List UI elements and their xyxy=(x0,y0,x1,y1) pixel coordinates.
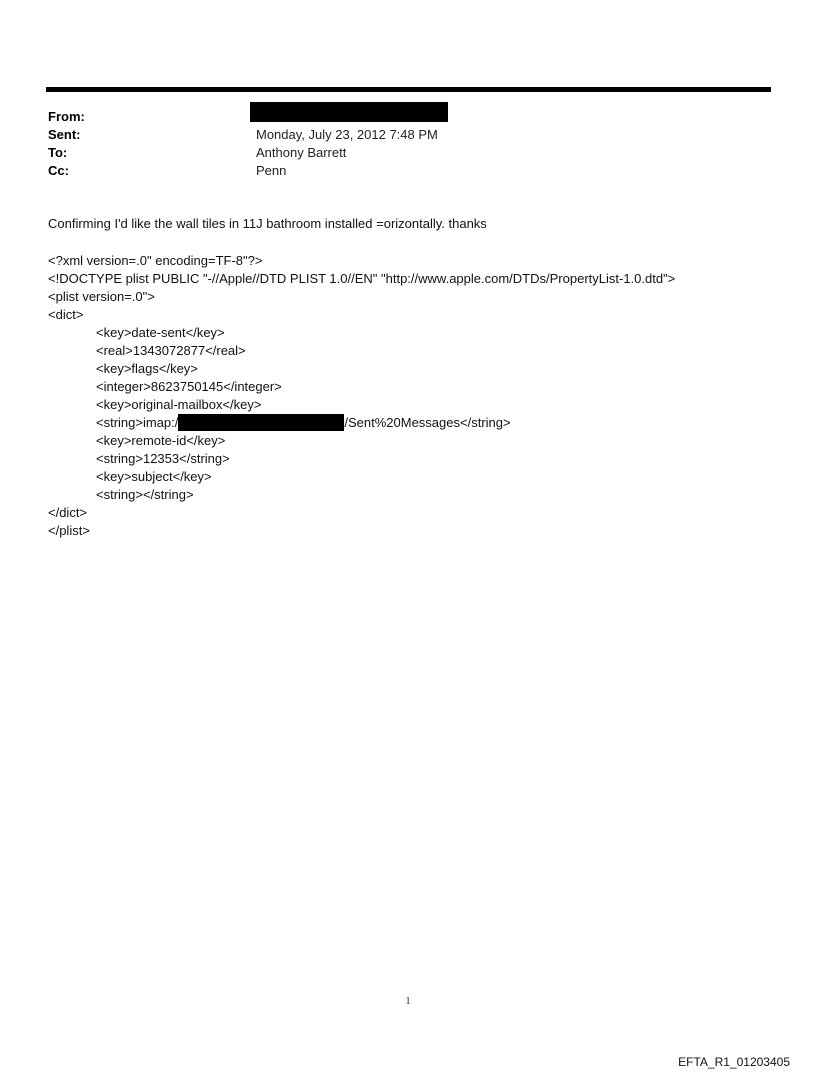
top-rule xyxy=(46,87,771,92)
bates-number: EFTA_R1_01203405 xyxy=(678,1055,790,1069)
from-row xyxy=(48,108,748,126)
key-remote-id: <key>remote-id</key> xyxy=(96,433,226,448)
sent-row xyxy=(48,126,748,144)
from-redaction xyxy=(250,102,448,122)
message-body: Confirming I'd like the wall tiles in 11J bathroom installed =orizontally. thanks xyxy=(48,216,487,231)
mailbox-suffix: /Sent%20Messages</string> xyxy=(344,415,511,430)
mailbox-redaction xyxy=(178,414,344,431)
plist-block xyxy=(48,252,768,540)
xml-declaration: <?xml version=.0" encoding=TF-8"?> xyxy=(48,253,263,268)
dict-close-tag: </dict> xyxy=(48,505,88,520)
cc-value: Penn xyxy=(256,163,287,178)
key-date-sent: <key>date-sent</key> xyxy=(96,325,225,340)
key-flags: <key>flags</key> xyxy=(96,361,198,376)
mailbox-prefix: <string>imap:/ xyxy=(96,415,179,430)
cc-label: Cc: xyxy=(48,163,69,178)
page-number: 1 xyxy=(405,996,411,1007)
cc-row xyxy=(48,162,748,180)
real-value: <real>1343072877</real> xyxy=(96,343,246,358)
remote-id-value: <string>12353</string> xyxy=(96,451,230,466)
to-label: To: xyxy=(48,145,68,160)
integer-value: <integer>8623750145</integer> xyxy=(96,379,282,394)
key-original-mailbox: <key>original-mailbox</key> xyxy=(96,397,262,412)
to-value: Anthony Barrett xyxy=(256,145,347,160)
dict-open-tag: <dict> xyxy=(48,307,84,322)
plist-open-tag: <plist version=.0"> xyxy=(48,289,155,304)
to-row xyxy=(48,144,748,162)
from-label: From: xyxy=(48,109,85,124)
doctype-line: <!DOCTYPE plist PUBLIC "-//Apple//DTD PLIST 1.0//EN" "http://www.apple.com/DTDs/PropertyList-1.0.dtd"> xyxy=(48,271,676,286)
mailbox-string-line xyxy=(48,414,768,432)
subject-value: <string></string> xyxy=(96,487,194,502)
sent-label: Sent: xyxy=(48,127,81,142)
plist-close-tag: </plist> xyxy=(48,523,90,538)
key-subject: <key>subject</key> xyxy=(96,469,212,484)
email-header xyxy=(48,108,748,180)
sent-value: Monday, July 23, 2012 7:48 PM xyxy=(256,127,438,142)
